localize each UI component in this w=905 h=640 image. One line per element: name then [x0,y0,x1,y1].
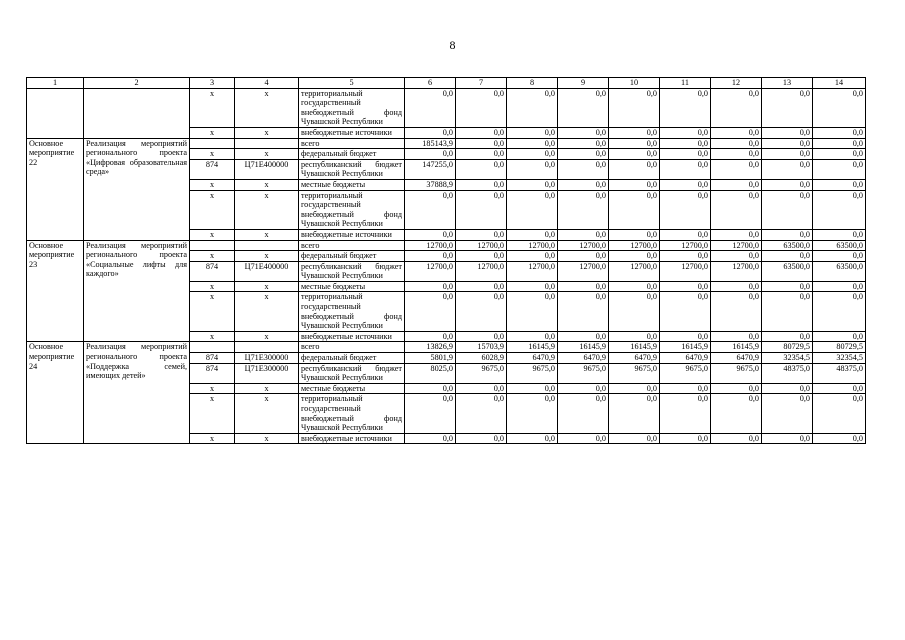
amount-cell: 9675,0 [660,363,711,383]
amount-cell: 32354,5 [813,353,866,364]
amount-cell: 0,0 [660,179,711,190]
amount-cell: 12700,0 [711,261,762,281]
amount-cell: 0,0 [558,433,609,444]
amount-cell: 0,0 [609,149,660,160]
amount-cell: 0,0 [558,394,609,433]
amount-cell: 0,0 [660,292,711,331]
amount-cell: 6470,9 [660,353,711,364]
grbs-code-cell: х [190,127,235,138]
amount-cell: 5801,9 [405,353,456,364]
column-number: 12 [711,78,762,89]
grbs-code-cell: х [190,433,235,444]
amount-cell: 0,0 [813,383,866,394]
amount-cell: 48375,0 [762,363,813,383]
grbs-code-cell: 874 [190,261,235,281]
amount-cell: 0,0 [507,88,558,127]
amount-cell: 0,0 [558,127,609,138]
amount-cell: 0,0 [609,394,660,433]
funding-source-cell: территориальный государственный внебюджетный фонд Чувашской Республики [299,190,405,229]
funding-source-cell: внебюджетные источники [299,331,405,342]
target-article-cell: х [235,281,299,292]
amount-cell: 0,0 [609,229,660,240]
amount-cell: 0,0 [609,159,660,179]
page-number: 8 [449,38,456,52]
amount-cell: 0,0 [456,149,507,160]
amount-cell: 0,0 [660,159,711,179]
amount-cell: 0,0 [813,433,866,444]
event-description-cell [84,88,190,138]
grbs-code-cell: х [190,281,235,292]
amount-cell: 0,0 [558,138,609,149]
amount-cell: 0,0 [660,394,711,433]
amount-cell: 0,0 [405,331,456,342]
amount-cell: 9675,0 [507,363,558,383]
amount-cell: 0,0 [813,229,866,240]
funding-source-cell: республиканский бюджет Чувашской Республики [299,159,405,179]
grbs-code-cell: х [190,179,235,190]
funding-source-cell: территориальный государственный внебюджетный фонд Чувашской Республики [299,292,405,331]
funding-source-cell: местные бюджеты [299,383,405,394]
amount-cell: 0,0 [813,292,866,331]
amount-cell: 0,0 [405,394,456,433]
amount-cell: 0,0 [660,127,711,138]
amount-cell: 0,0 [558,251,609,262]
grbs-code-cell: х [190,88,235,127]
event-description-cell: Реализация мероприятий регионального проекта «Поддержка семей, имеющих детей» [84,342,190,444]
target-article-cell: Ц71Е400000 [235,159,299,179]
amount-cell: 0,0 [762,433,813,444]
funding-source-cell: республиканский бюджет Чувашской Республики [299,363,405,383]
amount-cell: 12700,0 [507,240,558,251]
event-description-cell: Реализация мероприятий регионального проекта «Социальные лифты для каждого» [84,240,190,342]
amount-cell: 0,0 [813,190,866,229]
amount-cell: 0,0 [660,88,711,127]
amount-cell: 12700,0 [558,261,609,281]
funding-source-cell: республиканский бюджет Чувашской Республики [299,261,405,281]
funding-source-cell: федеральный бюджет [299,149,405,160]
amount-cell: 13826,9 [405,342,456,353]
amount-cell: 0,0 [762,149,813,160]
amount-cell: 0,0 [558,190,609,229]
amount-cell: 12700,0 [711,240,762,251]
amount-cell: 12700,0 [456,240,507,251]
table-row [27,342,866,353]
grbs-code-cell: х [190,383,235,394]
amount-cell: 0,0 [507,292,558,331]
column-number: 5 [299,78,405,89]
amount-cell: 12700,0 [558,240,609,251]
funding-source-cell: федеральный бюджет [299,251,405,262]
funding-source-cell: внебюджетные источники [299,433,405,444]
target-article-cell: х [235,433,299,444]
amount-cell: 0,0 [762,292,813,331]
amount-cell: 0,0 [558,88,609,127]
column-number: 14 [813,78,866,89]
funding-source-cell: федеральный бюджет [299,353,405,364]
amount-cell: 0,0 [405,292,456,331]
column-number: 11 [660,78,711,89]
amount-cell: 0,0 [711,292,762,331]
amount-cell: 0,0 [507,127,558,138]
target-article-cell: Ц71Е300000 [235,363,299,383]
amount-cell: 0,0 [813,251,866,262]
column-number-row [27,78,866,89]
amount-cell: 0,0 [609,251,660,262]
amount-cell: 0,0 [711,88,762,127]
budget-table [26,77,866,444]
amount-cell: 0,0 [507,138,558,149]
column-number: 4 [235,78,299,89]
amount-cell: 0,0 [660,149,711,160]
amount-cell: 0,0 [609,190,660,229]
target-article-cell: х [235,394,299,433]
amount-cell: 6470,9 [507,353,558,364]
amount-cell: 185143,9 [405,138,456,149]
amount-cell: 0,0 [711,159,762,179]
amount-cell: 0,0 [507,433,558,444]
amount-cell: 0,0 [456,159,507,179]
column-number: 9 [558,78,609,89]
amount-cell: 0,0 [507,281,558,292]
amount-cell: 0,0 [507,159,558,179]
amount-cell: 12700,0 [660,261,711,281]
column-number: 7 [456,78,507,89]
grbs-code-cell [190,240,235,251]
amount-cell: 0,0 [456,292,507,331]
funding-source-cell: всего [299,342,405,353]
amount-cell: 16145,9 [609,342,660,353]
amount-cell: 12700,0 [609,240,660,251]
amount-cell: 0,0 [507,251,558,262]
amount-cell: 8025,0 [405,363,456,383]
amount-cell: 0,0 [762,383,813,394]
amount-cell: 0,0 [507,394,558,433]
amount-cell: 147255,0 [405,159,456,179]
amount-cell: 9675,0 [711,363,762,383]
amount-cell: 0,0 [762,331,813,342]
amount-cell: 0,0 [609,331,660,342]
amount-cell: 0,0 [711,433,762,444]
amount-cell: 0,0 [660,433,711,444]
amount-cell: 0,0 [762,281,813,292]
amount-cell: 0,0 [558,292,609,331]
column-number: 6 [405,78,456,89]
column-number: 10 [609,78,660,89]
target-article-cell: Ц71Е400000 [235,261,299,281]
grbs-code-cell: 874 [190,363,235,383]
target-article-cell: х [235,149,299,160]
amount-cell: 0,0 [711,229,762,240]
amount-cell: 0,0 [558,383,609,394]
grbs-code-cell: 874 [190,353,235,364]
amount-cell: 0,0 [558,179,609,190]
amount-cell: 0,0 [762,394,813,433]
amount-cell: 16145,9 [711,342,762,353]
amount-cell: 0,0 [762,159,813,179]
amount-cell: 0,0 [711,251,762,262]
amount-cell: 0,0 [456,138,507,149]
amount-cell: 0,0 [711,383,762,394]
amount-cell: 0,0 [813,127,866,138]
amount-cell: 0,0 [405,229,456,240]
funding-source-cell: всего [299,240,405,251]
amount-cell: 12700,0 [507,261,558,281]
amount-cell: 0,0 [507,383,558,394]
target-article-cell: х [235,331,299,342]
amount-cell: 0,0 [507,190,558,229]
amount-cell: 0,0 [762,88,813,127]
target-article-cell [235,138,299,149]
amount-cell: 63500,0 [813,240,866,251]
amount-cell: 6028,9 [456,353,507,364]
grbs-code-cell [190,138,235,149]
amount-cell: 0,0 [609,433,660,444]
amount-cell: 6470,9 [609,353,660,364]
amount-cell: 0,0 [507,149,558,160]
amount-cell: 0,0 [762,251,813,262]
event-name-cell [27,88,84,138]
amount-cell: 0,0 [456,179,507,190]
grbs-code-cell [190,342,235,353]
amount-cell: 0,0 [762,229,813,240]
amount-cell: 0,0 [813,159,866,179]
amount-cell: 0,0 [507,179,558,190]
amount-cell: 63500,0 [762,240,813,251]
amount-cell: 0,0 [660,331,711,342]
amount-cell: 0,0 [609,138,660,149]
column-number: 8 [507,78,558,89]
column-number: 1 [27,78,84,89]
funding-source-cell: всего [299,138,405,149]
grbs-code-cell: х [190,292,235,331]
grbs-code-cell: х [190,331,235,342]
amount-cell: 0,0 [762,190,813,229]
amount-cell: 0,0 [711,190,762,229]
amount-cell: 0,0 [609,281,660,292]
amount-cell: 0,0 [558,281,609,292]
amount-cell: 9675,0 [609,363,660,383]
amount-cell: 0,0 [813,281,866,292]
amount-cell: 0,0 [558,159,609,179]
amount-cell: 0,0 [405,383,456,394]
amount-cell: 0,0 [609,88,660,127]
amount-cell: 0,0 [813,88,866,127]
target-article-cell: х [235,383,299,394]
amount-cell: 0,0 [762,179,813,190]
amount-cell: 12700,0 [609,261,660,281]
amount-cell: 0,0 [456,433,507,444]
amount-cell: 0,0 [405,190,456,229]
amount-cell: 12700,0 [456,261,507,281]
target-article-cell: Ц71Е300000 [235,353,299,364]
amount-cell: 0,0 [456,229,507,240]
amount-cell: 12700,0 [660,240,711,251]
amount-cell: 9675,0 [558,363,609,383]
target-article-cell: х [235,127,299,138]
amount-cell: 0,0 [507,229,558,240]
amount-cell: 12700,0 [405,261,456,281]
grbs-code-cell: х [190,190,235,229]
funding-source-cell: местные бюджеты [299,179,405,190]
target-article-cell: х [235,179,299,190]
amount-cell: 0,0 [660,190,711,229]
amount-cell: 0,0 [405,149,456,160]
amount-cell: 32354,5 [762,353,813,364]
column-number: 3 [190,78,235,89]
table-row [27,88,866,127]
amount-cell: 0,0 [609,179,660,190]
event-name-cell: Основное мероприятие 24 [27,342,84,444]
amount-cell: 0,0 [456,331,507,342]
amount-cell: 12700,0 [405,240,456,251]
amount-cell: 48375,0 [813,363,866,383]
grbs-code-cell: х [190,251,235,262]
amount-cell: 0,0 [558,149,609,160]
amount-cell: 0,0 [813,149,866,160]
amount-cell: 80729,5 [762,342,813,353]
grbs-code-cell: х [190,229,235,240]
amount-cell: 0,0 [456,394,507,433]
amount-cell: 63500,0 [762,261,813,281]
amount-cell: 15703,9 [456,342,507,353]
event-description-cell: Реализация мероприятий регионального проекта «Цифровая образовательная среда» [84,138,190,240]
funding-source-cell: местные бюджеты [299,281,405,292]
amount-cell: 37888,9 [405,179,456,190]
amount-cell: 0,0 [405,127,456,138]
amount-cell: 6470,9 [711,353,762,364]
amount-cell: 16145,9 [558,342,609,353]
amount-cell: 0,0 [456,127,507,138]
amount-cell: 0,0 [456,251,507,262]
amount-cell: 6470,9 [558,353,609,364]
amount-cell: 16145,9 [660,342,711,353]
grbs-code-cell: х [190,394,235,433]
amount-cell: 0,0 [405,433,456,444]
amount-cell: 0,0 [762,127,813,138]
amount-cell: 0,0 [558,229,609,240]
amount-cell: 0,0 [609,127,660,138]
funding-source-cell: территориальный государственный внебюджетный фонд Чувашской Республики [299,88,405,127]
amount-cell: 0,0 [456,190,507,229]
grbs-code-cell: х [190,149,235,160]
amount-cell: 0,0 [813,138,866,149]
grbs-code-cell: 874 [190,159,235,179]
amount-cell: 0,0 [711,281,762,292]
amount-cell: 0,0 [813,331,866,342]
event-name-cell: Основное мероприятие 22 [27,138,84,240]
amount-cell: 0,0 [660,138,711,149]
target-article-cell: х [235,229,299,240]
amount-cell: 0,0 [813,394,866,433]
amount-cell: 0,0 [813,179,866,190]
amount-cell: 0,0 [762,138,813,149]
amount-cell: 0,0 [405,88,456,127]
event-name-cell: Основное мероприятие 23 [27,240,84,342]
amount-cell: 0,0 [660,251,711,262]
amount-cell: 0,0 [711,331,762,342]
funding-source-cell: внебюджетные источники [299,229,405,240]
amount-cell: 16145,9 [507,342,558,353]
amount-cell: 0,0 [405,281,456,292]
amount-cell: 0,0 [507,331,558,342]
amount-cell: 0,0 [660,383,711,394]
amount-cell: 0,0 [405,251,456,262]
amount-cell: 0,0 [558,331,609,342]
target-article-cell: х [235,292,299,331]
amount-cell: 0,0 [660,229,711,240]
amount-cell: 0,0 [711,179,762,190]
amount-cell: 0,0 [609,292,660,331]
amount-cell: 0,0 [609,383,660,394]
amount-cell: 0,0 [456,281,507,292]
amount-cell: 0,0 [456,383,507,394]
column-number: 13 [762,78,813,89]
amount-cell: 9675,0 [456,363,507,383]
target-article-cell [235,342,299,353]
target-article-cell [235,240,299,251]
amount-cell: 0,0 [660,281,711,292]
target-article-cell: х [235,251,299,262]
amount-cell: 0,0 [711,394,762,433]
amount-cell: 0,0 [711,149,762,160]
funding-source-cell: внебюджетные источники [299,127,405,138]
amount-cell: 0,0 [711,138,762,149]
table-row [27,240,866,251]
funding-source-cell: территориальный государственный внебюджетный фонд Чувашской Республики [299,394,405,433]
amount-cell: 63500,0 [813,261,866,281]
amount-cell: 0,0 [456,88,507,127]
amount-cell: 80729,5 [813,342,866,353]
target-article-cell: х [235,88,299,127]
table-row [27,138,866,149]
target-article-cell: х [235,190,299,229]
column-number: 2 [84,78,190,89]
amount-cell: 0,0 [711,127,762,138]
